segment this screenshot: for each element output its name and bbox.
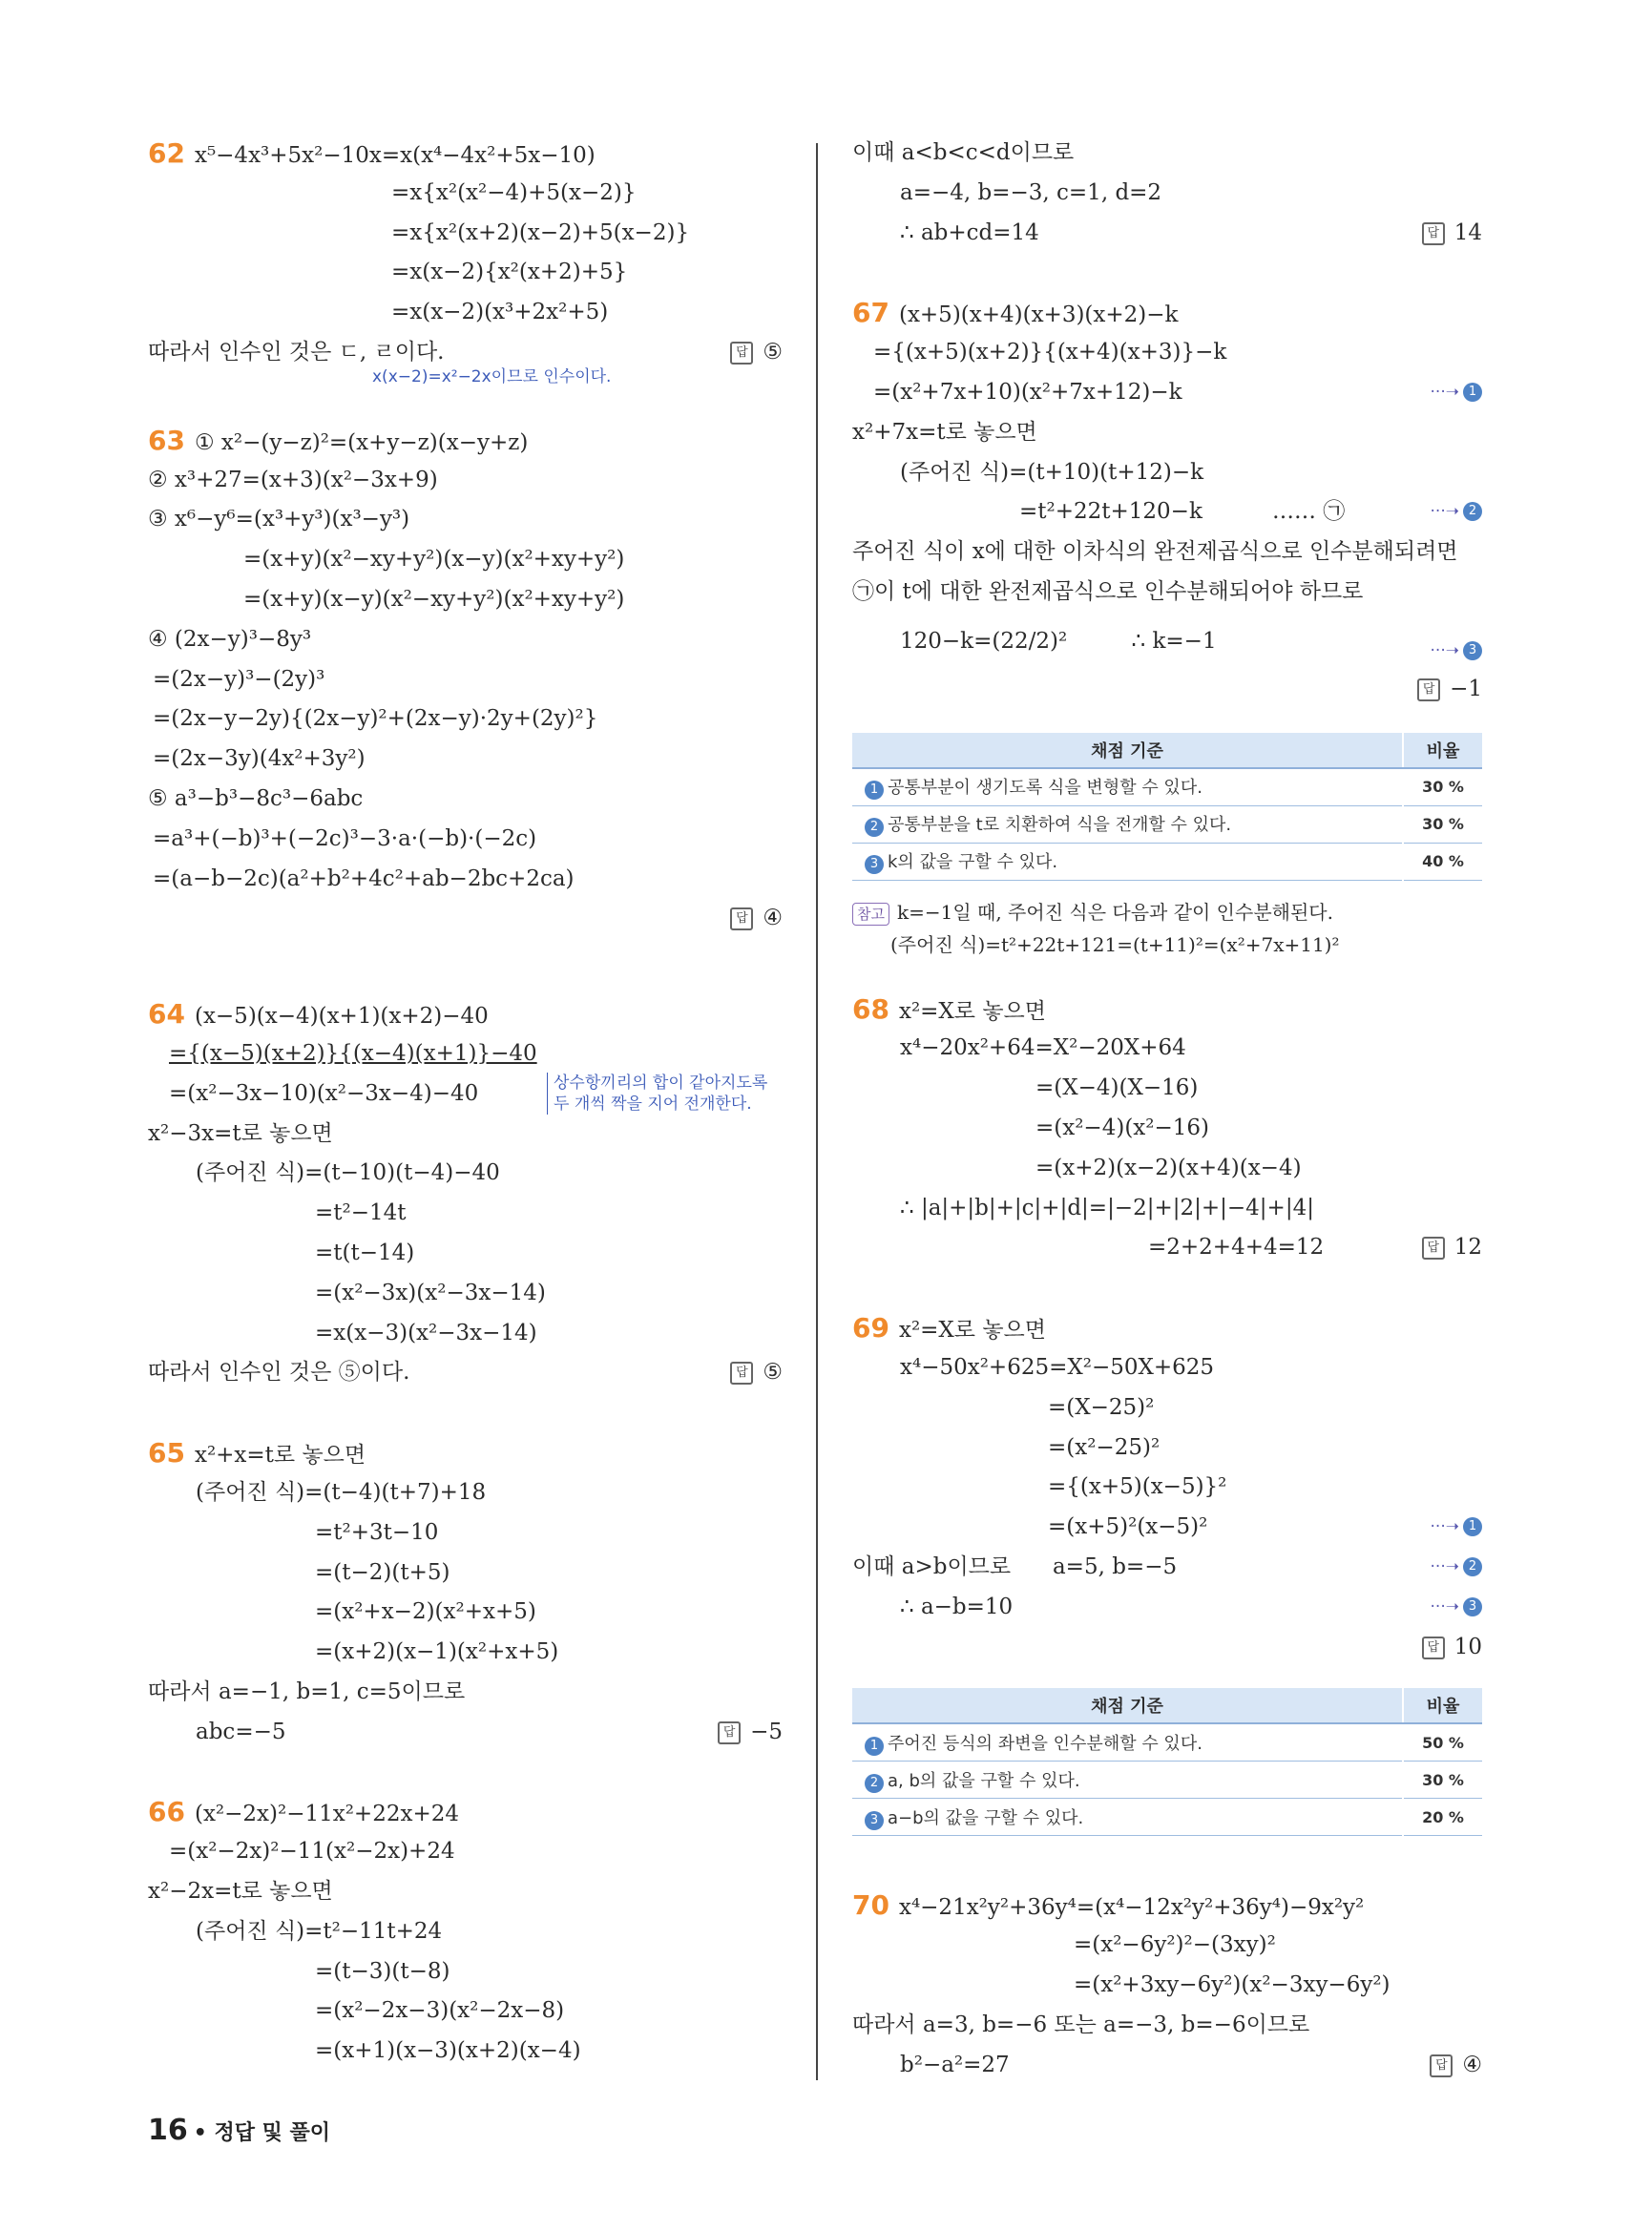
- math-line: =(2x−3y)(4x²+3y²): [153, 746, 366, 772]
- math-line: 이때 a>b이므로 a=5, b=−5: [852, 1553, 1178, 1579]
- right-column: [852, 134, 1482, 2085]
- math-line: =(x+y)(x−y)(x²−xy+y²)(x²+xy+y²): [243, 586, 625, 612]
- math-line: =(x²+x−2)(x²+x+5): [315, 1599, 536, 1625]
- problem-62: [148, 134, 783, 386]
- step-marker: ···➝ 3: [1431, 1588, 1482, 1628]
- answer-badge-icon: 답: [1422, 1237, 1445, 1260]
- math-line: a=−4, b=−3, c=1, d=2: [900, 179, 1162, 205]
- answer-badge-icon: 답: [1417, 678, 1440, 701]
- reference-tag: 참고: [852, 903, 889, 926]
- table-header: 채점 기준: [852, 733, 1403, 768]
- answer: 답 ④: [730, 899, 783, 939]
- left-column: [148, 134, 783, 2072]
- math-line: x⁴−20x²+64=X²−20X+64: [900, 1035, 1186, 1061]
- math-line: =(x+2)(x−1)(x²+x+5): [315, 1639, 559, 1665]
- math-line: =2+2+4+4=12: [1148, 1235, 1325, 1261]
- math-line: =(t−2)(t+5): [315, 1559, 450, 1585]
- math-line: =x{x²(x²−4)+5(x−2)}: [391, 179, 637, 205]
- math-line: ⑤ a³−b³−8c³−6abc: [148, 785, 364, 811]
- math-line: ∴ a−b=10: [900, 1594, 1014, 1619]
- math-line: ∴ k=−1: [1131, 628, 1217, 654]
- answer-badge-icon: 답: [730, 907, 753, 930]
- answer: 답 12: [1422, 1228, 1482, 1268]
- math-line: =(t−3)(t−8): [315, 1958, 450, 1984]
- math-line: =x{x²(x+2)(x−2)+5(x−2)}: [391, 219, 690, 245]
- math-line: x⁴−50x²+625=X²−50X+625: [900, 1354, 1215, 1380]
- problem-number: 68: [852, 992, 889, 1025]
- problem-number: 69: [852, 1312, 889, 1345]
- answer: 답 ④: [1430, 2046, 1482, 2086]
- math-line: ∴ |a|+|b|+|c|+|d|=|−2|+|2|+|−4|+|4|: [900, 1195, 1314, 1220]
- math-line: ={(x+5)(x−5)}²: [1048, 1474, 1227, 1500]
- math-line: 따라서 a=3, b=−6 또는 a=−3, b=−6이므로: [852, 2012, 1310, 2037]
- problem-number: 66: [148, 1796, 185, 1828]
- answer: 답 −1: [1417, 670, 1482, 710]
- annotation-note: x(x−2)=x²−2x이므로 인수이다.: [372, 367, 612, 386]
- math-line: (x+5)(x+4)(x+3)(x+2)−k: [898, 302, 1179, 328]
- table-header: 비율: [1403, 1688, 1482, 1723]
- reference-text: k=−1일 때, 주어진 식은 다음과 같이 인수분해된다.: [896, 900, 1333, 924]
- answer-badge-icon: 답: [718, 1721, 741, 1744]
- problem-number: 65: [148, 1437, 185, 1470]
- table-header: 채점 기준: [852, 1688, 1403, 1723]
- answer-badge-icon: 답: [1430, 2054, 1453, 2077]
- table-row: 1 주어진 등식의 좌변을 인수분해할 수 있다. 50 %: [852, 1723, 1482, 1762]
- math-line: =(x²+7x+10)(x²+7x+12)−k: [873, 379, 1182, 405]
- math-line: ③ x⁶−y⁶=(x³+y³)(x³−y³): [148, 507, 410, 532]
- problem-number: 67: [852, 297, 889, 329]
- problem-68: [852, 990, 1482, 1269]
- text-line: ㉠이 t에 대한 완전제곱식으로 인수분해되어야 하므로: [852, 578, 1364, 604]
- math-line: x²−3x=t로 놓으면: [148, 1120, 333, 1146]
- math-line: =(2x−y)³−(2y)³: [153, 666, 325, 692]
- page-number: 16: [148, 2114, 188, 2147]
- problem-number: 64: [148, 998, 185, 1031]
- answer: 답 10: [1422, 1628, 1482, 1668]
- problem-63: [148, 421, 783, 939]
- problem-64: [148, 994, 783, 1393]
- math-line: (주어진 식)=t²−11t+24: [196, 1918, 443, 1944]
- math-line: =(x+y)(x²−xy+y²)(x−y)(x²+xy+y²): [243, 547, 625, 573]
- math-line: (주어진 식)=(t+10)(t+12)−k: [900, 459, 1204, 485]
- answer-badge-icon: 답: [1422, 222, 1445, 245]
- math-line: =(x²−3x−10)(x²−3x−4)−40: [169, 1080, 479, 1106]
- problem-66: [148, 1792, 783, 2072]
- math-line: x⁴−21x²y²+36y⁴=(x⁴−12x²y²+36y⁴)−9x²y²: [898, 1895, 1365, 1921]
- table-row: 2 a, b의 값을 구할 수 있다. 30 %: [852, 1762, 1482, 1799]
- math-line: =(x²+3xy−6y²)(x²−3xy−6y²): [1074, 1971, 1391, 1997]
- math-line: abc=−5: [196, 1719, 286, 1744]
- answer: 답 −5: [718, 1713, 783, 1753]
- math-line: =(x²−4)(x²−16): [1035, 1115, 1209, 1140]
- math-line: =(X−4)(X−16): [1035, 1075, 1199, 1101]
- step-marker: ···➝ 1: [1431, 373, 1482, 413]
- math-line: ={(x+5)(x+2)}{(x+4)(x+3)}−k: [873, 340, 1227, 365]
- math-line: =x(x−2)(x³+2x²+5): [391, 300, 609, 325]
- table-row: 2 공통부분을 t로 치환하여 식을 전개할 수 있다. 30 %: [852, 805, 1482, 843]
- math-line: =(2x−y−2y){(2x−y)²+(2x−y)·2y+(2y)²}: [153, 706, 598, 732]
- step-marker: ···➝ 2: [1431, 1548, 1482, 1588]
- math-line: =t²+3t−10: [315, 1519, 439, 1545]
- math-line: =(x²−2x)²−11(x²−2x)+24: [169, 1839, 455, 1865]
- table-row: 1 공통부분이 생기도록 식을 변형할 수 있다. 30 %: [852, 768, 1482, 806]
- math-line: x²=X로 놓으면: [898, 1318, 1046, 1344]
- math-line: x²+7x=t로 놓으면: [852, 419, 1037, 445]
- step-marker: ···➝ 3: [1431, 622, 1482, 679]
- math-line: (주어진 식)=(t−10)(t−4)−40: [196, 1160, 500, 1186]
- reference-text: (주어진 식)=t²+22t+121=(t+11)²=(x²+7x+11)²: [890, 932, 1340, 956]
- text-line: 주어진 식이 x에 대한 이차식의 완전제곱식으로 인수분해되려면: [852, 539, 1458, 565]
- math-line: (주어진 식)=(t−4)(t+7)+18: [196, 1479, 487, 1505]
- step-marker: ···➝ 1: [1431, 1508, 1482, 1548]
- step-marker: ···➝ 2: [1431, 492, 1482, 532]
- answer-badge-icon: 답: [730, 342, 753, 365]
- answer-badge-icon: 답: [1422, 1637, 1445, 1659]
- math-line: =(x+2)(x−2)(x+4)(x−4): [1035, 1155, 1302, 1180]
- math-line: =(x²−25)²: [1048, 1434, 1161, 1460]
- answer: 답 ⑤: [730, 333, 783, 373]
- math-line: =x(x−2){x²(x+2)+5}: [391, 260, 628, 285]
- math-line: =a³+(−b)³+(−2c)³−3·a·(−b)·(−2c): [153, 825, 537, 851]
- table-row: 3 k의 값을 구할 수 있다. 40 %: [852, 843, 1482, 880]
- math-line: ∴ ab+cd=14: [900, 219, 1039, 245]
- math-line: ① x²−(y−z)²=(x+y−z)(x−y+z): [194, 429, 529, 455]
- annotation-note: 상수항끼리의 합이 같아지도록 두 개씩 짝을 지어 전개한다.: [547, 1073, 767, 1115]
- math-line: x²+x=t로 놓으면: [194, 1443, 366, 1469]
- problem-number: 62: [148, 137, 185, 169]
- math-line: =(a−b−2c)(a²+b²+4c²+ab−2bc+2ca): [153, 865, 575, 891]
- table-header: 비율: [1403, 733, 1482, 768]
- grading-table: [852, 1688, 1482, 1836]
- math-line: 120−k=(22/2)²: [900, 628, 1068, 654]
- math-line: =t²−14t: [315, 1200, 407, 1226]
- conclusion-text: 따라서 인수인 것은 ㄷ, ㄹ이다.: [148, 339, 445, 365]
- math-line: b²−a²=27: [900, 2052, 1010, 2077]
- grading-table: [852, 733, 1482, 881]
- problem-65: [148, 1433, 783, 1752]
- math-line: =t(t−14): [315, 1240, 415, 1265]
- problem-67: [852, 293, 1482, 960]
- math-line: ④ (2x−y)³−8y³: [148, 626, 312, 652]
- math-line: (x−5)(x−4)(x+1)(x+2)−40: [194, 1004, 489, 1030]
- math-line: ={(x−5)(x+2)}{(x−4)(x+1)}−40: [169, 1040, 537, 1066]
- footer-label: • 정답 및 풀이: [193, 2121, 331, 2145]
- problem-69: [852, 1308, 1482, 1836]
- math-line: (x²−2x)²−11x²+22x+24: [194, 1802, 459, 1827]
- answer: 답 ⑤: [730, 1353, 783, 1393]
- page-footer: [148, 2114, 330, 2147]
- math-line: x²=X로 놓으면: [898, 998, 1046, 1024]
- table-row: 3 a−b의 값을 구할 수 있다. 20 %: [852, 1799, 1482, 1836]
- math-line: x²−2x=t로 놓으면: [148, 1879, 333, 1905]
- column-divider: [816, 143, 818, 2080]
- answer: 답 14: [1422, 214, 1482, 254]
- math-line: =(X−25)²: [1048, 1394, 1155, 1420]
- math-line: 따라서 a=−1, b=1, c=5이므로: [148, 1678, 466, 1704]
- math-line: =(x²−2x−3)(x²−2x−8): [315, 1998, 565, 2024]
- math-line: x⁵−4x³+5x²−10x=x(x⁴−4x²+5x−10): [194, 143, 596, 168]
- math-line: ② x³+27=(x+3)(x²−3x+9): [148, 467, 438, 492]
- problem-number: 63: [148, 424, 185, 456]
- math-line: =(x+5)²(x−5)²: [1048, 1514, 1208, 1540]
- problem-number: 70: [852, 1889, 889, 1922]
- equation-tag: …… ㉠: [1272, 499, 1346, 525]
- conclusion-text: 따라서 인수인 것은 ⑤이다.: [148, 1360, 410, 1386]
- math-line: =(x²−6y²)²−(3xy)²: [1074, 1932, 1276, 1958]
- problem-70: [852, 1886, 1482, 2085]
- math-line: =(x²−3x)(x²−3x−14): [315, 1280, 546, 1305]
- math-line: =x(x−3)(x²−3x−14): [315, 1320, 537, 1345]
- math-line: =t²+22t+120−k: [1019, 499, 1202, 525]
- math-line: 이때 a<b<c<d이므로: [852, 140, 1075, 165]
- answer-badge-icon: 답: [730, 1362, 753, 1385]
- math-line: =(x+1)(x−3)(x+2)(x−4): [315, 2038, 581, 2064]
- problem-66-continued: [852, 134, 1482, 253]
